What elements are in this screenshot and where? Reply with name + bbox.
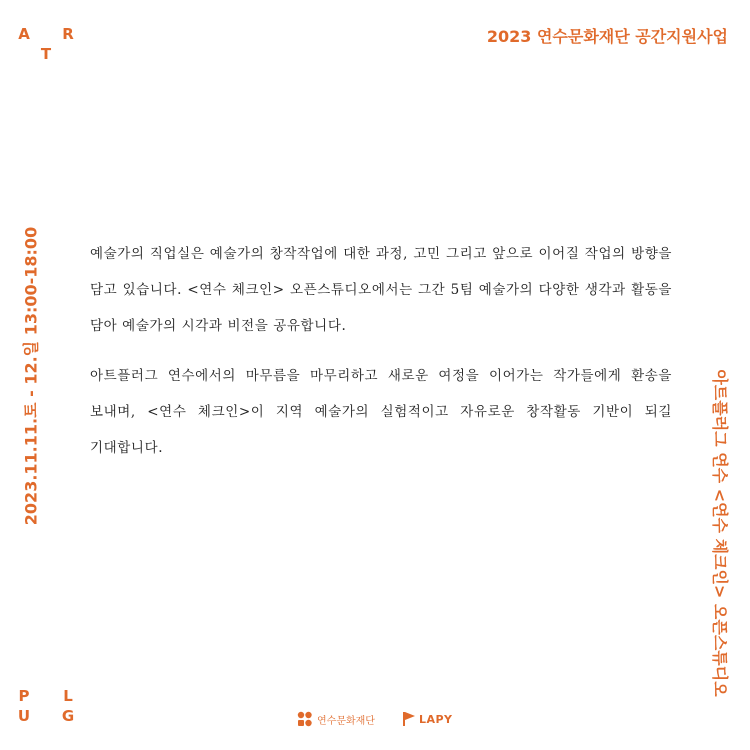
event-date-vertical: 2023.11.11.토 - 12.일 13:00-18:00 [21, 226, 41, 526]
art-letter-r: R [62, 25, 74, 43]
art-letter-a: A [18, 25, 30, 43]
event-title-vertical: 아트플러그 연수 <연수 체크인> 오픈스튜디오 [710, 369, 730, 697]
plapy-flag-icon [401, 711, 417, 727]
art-letter-t: T [40, 45, 52, 63]
description-body [90, 236, 672, 480]
header-title: 2023 연수문화재단 공간지원사업 [486, 27, 728, 46]
plug-letter-u: U [17, 707, 31, 725]
yeonsu-foundation-text: 연수문화재단 [317, 715, 375, 727]
plug-letter-p: P [18, 687, 30, 705]
sponsor-logos [297, 709, 453, 729]
plug-letter-l: L [63, 687, 73, 705]
description-paragraph-2: 아트플러그 연수에서의 마무름을 마무리하고 새로운 여정을 이어가는 작가들에게 환송을 보내며, <연수 체크인>이 지역 예술가의 실험적이고 자유로운 창작활동 기반이 되길 기대합니다. [90, 368, 672, 456]
plug-corner-mark [13, 686, 79, 726]
yeonsu-foundation-logo [297, 711, 375, 727]
yeonsu-foundation-icon [297, 711, 313, 727]
plapy-logo [401, 711, 453, 727]
art-corner-mark [13, 24, 79, 64]
description-paragraph-1: 예술가의 직업실은 예술가의 창작작업에 대한 과정, 고민 그리고 앞으로 이어질 작업의 방향을 담고 있습니다. <연수 체크인> 오픈스튜디오에서는 그간 5팀 예술가의 다양한 생각과 활동을 담아 예술가의 시각과 비전을 공유합니다. [90, 246, 672, 334]
plug-letter-g: G [61, 707, 75, 725]
plapy-text: LAPY [418, 712, 453, 726]
